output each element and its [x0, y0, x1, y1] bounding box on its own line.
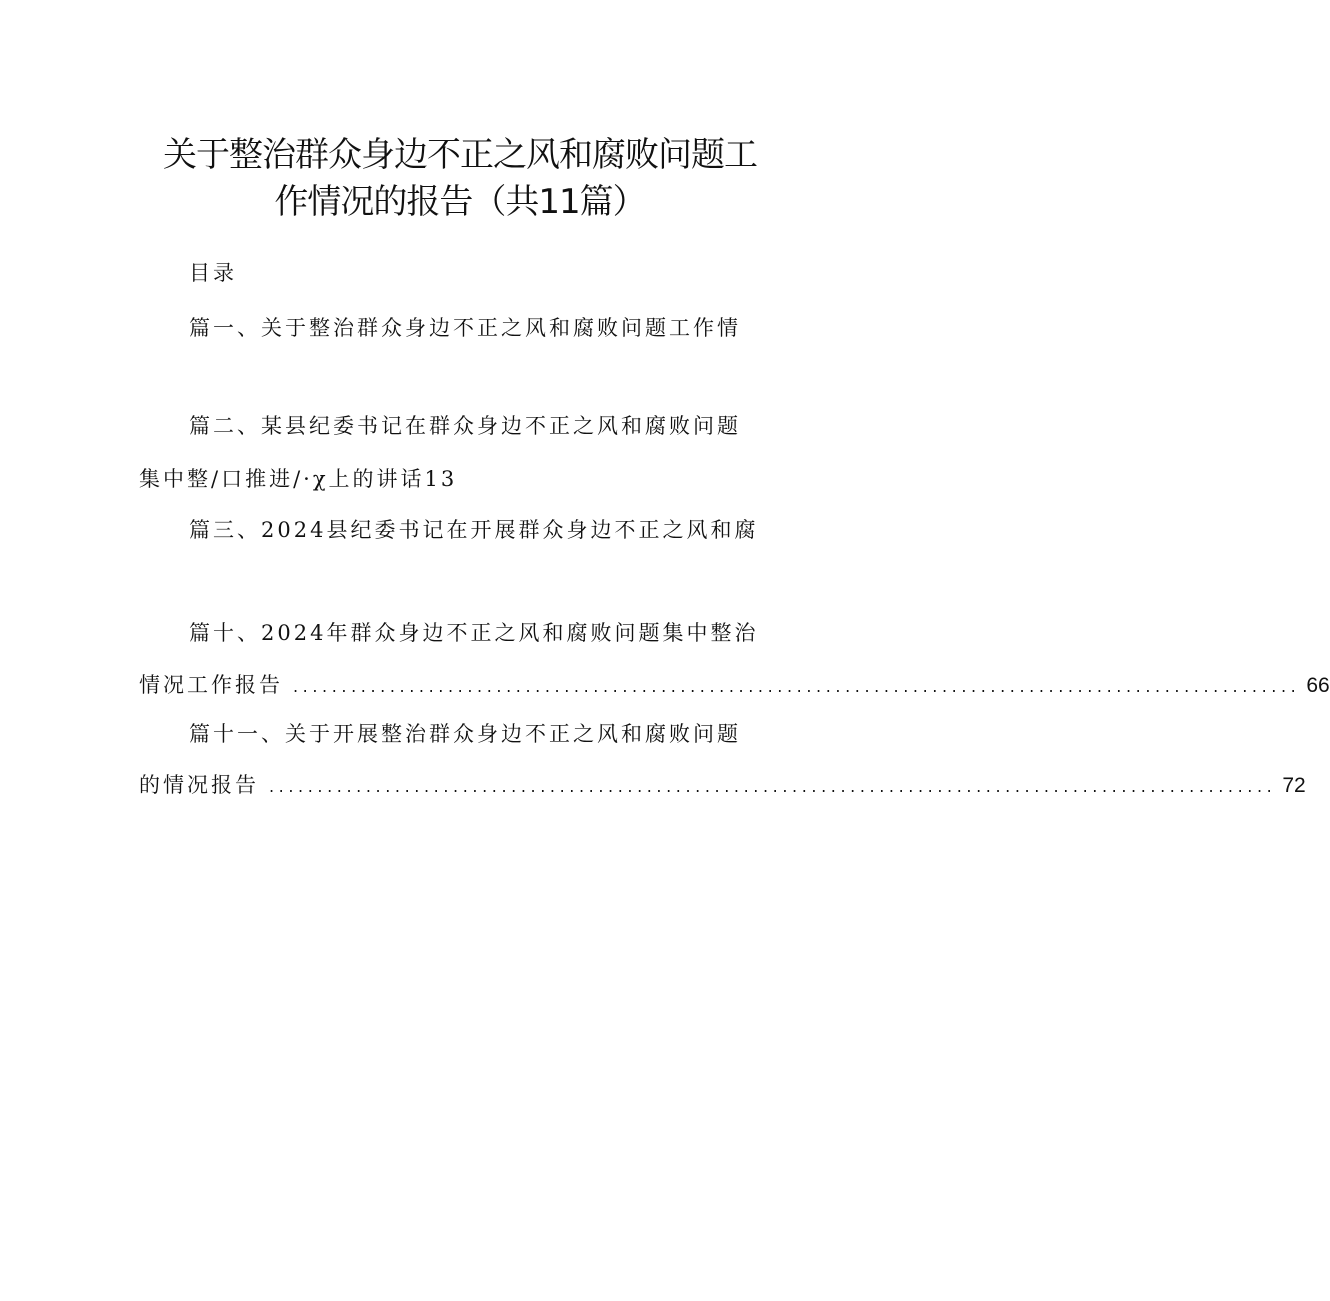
toc-entry-11-page: 72 [1282, 774, 1306, 797]
toc-entry-3[interactable]: 篇三、2024县纪委书记在开展群众身边不正之风和腐 [189, 518, 759, 542]
toc-entry-10-label: 情况工作报告 [139, 673, 283, 697]
toc-entry-2[interactable]: 篇二、某县纪委书记在群众身边不正之风和腐败问题 [189, 414, 741, 438]
toc-entry-11-continuation[interactable] [139, 770, 1306, 800]
toc-entry-10[interactable]: 篇十、2024年群众身边不正之风和腐败问题集中整治 [189, 621, 759, 645]
toc-dot-leader: ........................................................................................................ [269, 777, 1277, 796]
document-title-line-2: 作情况的报告（共11篇） [274, 182, 646, 222]
toc-dot-leader: ........................................................................................................ [293, 677, 1301, 696]
toc-entry-2-continuation[interactable]: 集中整/口推进/·χ上的讲话13 [139, 467, 458, 491]
toc-entry-10-continuation[interactable] [139, 670, 1330, 700]
toc-entry-1[interactable]: 篇一、关于整治群众身边不正之风和腐败问题工作情 [189, 316, 741, 340]
toc-entry-10-page: 66 [1306, 674, 1330, 697]
toc-entry-11-label: 的情况报告 [139, 773, 259, 797]
document-title-line-1: 关于整治群众身边不正之风和腐败问题工 [163, 135, 757, 175]
toc-heading: 目录 [189, 261, 237, 285]
toc-entry-11[interactable]: 篇十一、关于开展整治群众身边不正之风和腐败问题 [189, 722, 741, 746]
